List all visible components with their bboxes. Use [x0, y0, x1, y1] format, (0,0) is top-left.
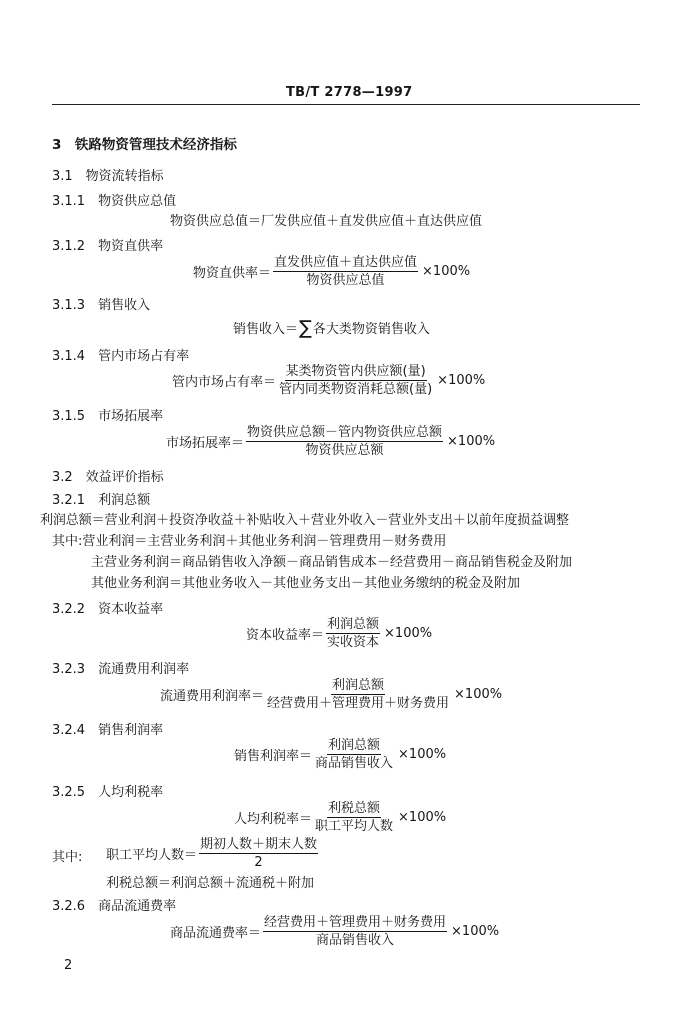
denominator: 管内同类物资消耗总额(量) [279, 382, 433, 397]
summation-sign: ∑ [299, 316, 312, 339]
formula-lhs: 销售利润率＝ [234, 749, 313, 764]
percent-multiplier: ×100% [422, 264, 471, 279]
formula-rhs: 各大类物资销售收入 [312, 322, 430, 337]
numerator: 经营费用＋管理费用＋财务费用 [264, 915, 447, 930]
denominator: 物资供应总值 [306, 273, 385, 288]
denominator: 职工平均人数 [315, 819, 394, 834]
section-3-2-heading: 3.2 效益评价指标 [52, 470, 164, 485]
formula-lhs: 职工平均人数＝ [106, 848, 198, 863]
formula-direct-supply-rate [193, 255, 470, 288]
formula-main-business-profit: 主营业务利润＝商品销售收入净额－商品销售成本－经营费用－商品销售税金及附加 [91, 555, 573, 570]
fraction [199, 837, 318, 870]
section-3-1-2-heading: 3.1.2 物资直供率 [52, 239, 164, 254]
section-3-2-3-heading: 3.2.3 流通费用利润率 [52, 662, 190, 677]
fraction [314, 738, 394, 771]
numerator: 直发供应值＋直达供应值 [274, 255, 418, 270]
formula-lhs: 市场拓展率＝ [166, 436, 245, 451]
percent-multiplier: ×100% [437, 373, 486, 388]
section-3-1-heading: 3.1 物资流转指标 [52, 169, 164, 184]
fraction [314, 801, 394, 834]
formula-commodity-circulation-cost-rate [170, 915, 499, 948]
formula-capital-return-rate [246, 617, 432, 650]
numerator: 利润总额 [328, 738, 381, 753]
numerator: 利润总额 [327, 617, 380, 632]
section-3-2-4-heading: 3.2.4 销售利润率 [52, 723, 164, 738]
formula-lhs: 物资直供率＝ [193, 266, 272, 281]
formula-operating-profit: 其中:营业利润＝主营业务利润＋其他业务利润－管理费用－财务费用 [52, 534, 447, 549]
percent-multiplier: ×100% [451, 924, 500, 939]
header-rule [52, 104, 640, 105]
section-3-1-1-heading: 3.1.1 物资供应总值 [52, 194, 177, 209]
formula-lhs: 流通费用利润率＝ [160, 689, 265, 704]
section-3-1-4-heading: 3.1.4 管内市场占有率 [52, 349, 190, 364]
denominator: 商品销售收入 [316, 933, 395, 948]
numerator: 期初人数＋期末人数 [200, 837, 318, 852]
formula-lhs: 人均利税率＝ [234, 812, 313, 827]
formula-other-business-profit: 其他业务利润＝其他业务收入－其他业务支出－其他业务缴纳的税金及附加 [91, 576, 521, 591]
numerator: 某类物资管内供应额(量) [285, 364, 426, 379]
formula-lhs: 销售收入＝ [233, 322, 299, 337]
formula-lhs: 资本收益率＝ [246, 628, 325, 643]
formula-per-capita-profit-tax-rate [234, 801, 446, 834]
formula-circulation-cost-profit-rate [160, 678, 502, 711]
section-3-2-1-heading: 3.2.1 利润总额 [52, 493, 151, 508]
numerator: 利润总额 [332, 678, 385, 693]
section-3-heading: 3 铁路物资管理技术经济指标 [52, 137, 237, 153]
fraction [273, 255, 418, 288]
percent-multiplier: ×100% [447, 434, 496, 449]
formula-lhs: 管内市场占有率＝ [172, 375, 277, 390]
formula-total-supply-value: 物资供应总值＝厂发供应值＋直发供应值＋直达供应值 [170, 214, 483, 229]
formula-lhs: 商品流通费率＝ [170, 926, 262, 941]
denominator: 商品销售收入 [315, 756, 394, 771]
formula-sales-revenue [233, 318, 430, 337]
section-3-1-3-heading: 3.1.3 销售收入 [52, 298, 151, 313]
formula-total-profit: 利润总额＝营业利润＋投资净收益＋补贴收入＋营业外收入－营业外支出＋以前年度损益调整 [40, 513, 569, 528]
numerator: 物资供应总额－管内物资供应总额 [247, 425, 443, 440]
fraction [266, 678, 450, 711]
percent-multiplier: ×100% [398, 810, 447, 825]
fraction [326, 617, 380, 650]
where-label: 其中: [52, 850, 83, 865]
denominator: 经营费用＋管理费用＋财务费用 [267, 696, 450, 711]
formula-average-staff [106, 837, 320, 870]
section-3-2-5-heading: 3.2.5 人均利税率 [52, 785, 164, 800]
percent-multiplier: ×100% [384, 626, 433, 641]
percent-multiplier: ×100% [398, 747, 447, 762]
section-3-1-5-heading: 3.1.5 市场拓展率 [52, 409, 164, 424]
formula-sales-profit-rate [234, 738, 446, 771]
fraction [278, 364, 433, 397]
percent-multiplier: ×100% [454, 687, 503, 702]
formula-local-market-share [172, 364, 485, 397]
numerator: 利税总额 [328, 801, 381, 816]
standard-code-header: TB/T 2778—1997 [286, 85, 413, 100]
denominator: 物资供应总额 [305, 443, 384, 458]
fraction [246, 425, 443, 458]
section-3-2-2-heading: 3.2.2 资本收益率 [52, 602, 164, 617]
page-number: 2 [64, 958, 73, 973]
formula-market-expansion-rate [166, 425, 495, 458]
fraction [263, 915, 447, 948]
section-3-2-6-heading: 3.2.6 商品流通费率 [52, 899, 177, 914]
denominator: 实收资本 [327, 635, 380, 650]
formula-total-profit-tax: 利税总额＝利润总额＋流通税＋附加 [106, 876, 315, 891]
denominator: 2 [254, 855, 263, 870]
